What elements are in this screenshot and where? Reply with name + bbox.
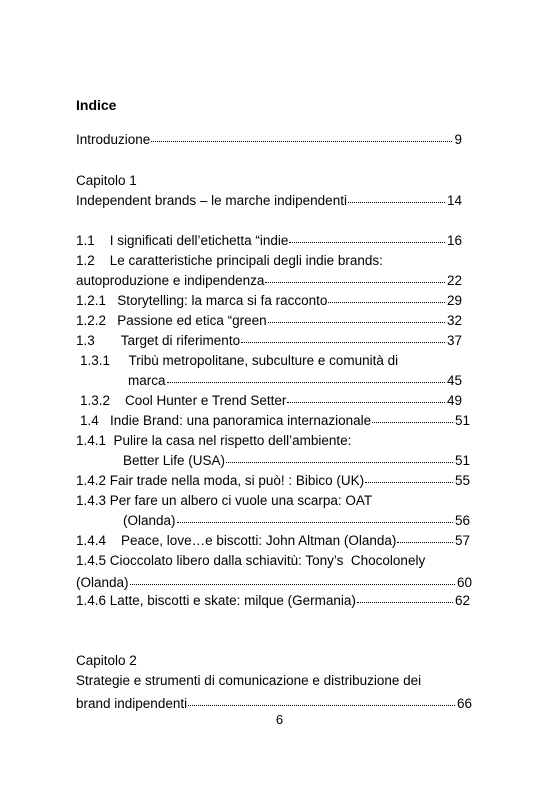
toc-entry-title: (Olanda) (123, 513, 176, 528)
toc-entry-page: 9 (454, 132, 462, 147)
toc-entry (76, 531, 470, 551)
toc-leader-dots (372, 422, 453, 423)
toc-leader-dots (268, 322, 445, 323)
toc-entry (80, 411, 470, 431)
toc-entry-title: 1.4.3 Per fare un albero ci vuole una scarpa: OAT (76, 493, 373, 508)
toc-entry-title: 1.4.2 Fair trade nella moda, si può! : Bibico (UK) (76, 473, 365, 488)
toc-leader-dots (348, 202, 445, 203)
toc-entry-title: Strategie e strumenti di comunicazione e distribuzione dei (76, 673, 422, 688)
toc-leader-dots (289, 242, 445, 243)
toc-entry-title: Introduzione (76, 132, 151, 147)
toc-entry-page: 62 (454, 593, 470, 608)
toc-entry (76, 271, 462, 291)
chapter-label: Capitolo 1 (76, 173, 137, 188)
toc-heading: Indice (76, 97, 117, 113)
toc-leader-dots (357, 602, 453, 603)
toc-entry-page: 66 (456, 696, 472, 711)
toc-entry-title: Better Life (USA) (123, 453, 226, 468)
toc-entry-page: 16 (446, 233, 462, 248)
toc-entry-page: 32 (446, 313, 462, 328)
toc-entry (123, 451, 470, 471)
toc-entry-page: 60 (456, 575, 472, 590)
toc-entry-title: autoproduzione e indipendenza (76, 273, 265, 288)
toc-entry-title: 1.2.2 Passione ed etica “green (76, 313, 267, 328)
toc-entry (76, 591, 470, 611)
toc-entry (76, 573, 472, 593)
toc-entry-title: 1.4.1 Pulire la casa nel rispetto dell’ambiente: (76, 433, 352, 448)
toc-entry-page: 57 (454, 533, 470, 548)
toc-leader-dots (397, 542, 453, 543)
toc-leader-dots (167, 382, 445, 383)
toc-entry-title: 1.3.2 Cool Hunter e Trend Setter (80, 393, 287, 408)
toc-entry-title: 1.4.6 Latte, biscotti e skate: milque (Germania) (76, 593, 356, 608)
toc-entry-title: Independent brands – le marche indipendenti (76, 193, 347, 208)
toc-entry-page: 29 (446, 293, 462, 308)
toc-entry-title: (Olanda) (76, 575, 129, 590)
chapter-label: Capitolo 2 (76, 653, 137, 668)
toc-entry (76, 311, 462, 331)
toc-entry-page: 37 (446, 333, 462, 348)
toc-entry-page: 45 (446, 373, 462, 388)
toc-entry-title: 1.1 I significati dell’etichetta “indie (76, 233, 289, 248)
toc-leader-dots (151, 141, 452, 142)
toc-entry (80, 391, 462, 411)
toc-entry (76, 191, 462, 211)
toc-entry-page: 49 (446, 393, 462, 408)
toc-entry (123, 511, 470, 531)
toc-entry (76, 291, 462, 311)
toc-entry-page: 55 (454, 473, 470, 488)
toc-leader-dots (328, 302, 445, 303)
toc-entry-page: 51 (454, 453, 470, 468)
toc-entry-title: 1.3 Target di riferimento (76, 333, 241, 348)
toc-leader-dots (265, 282, 445, 283)
toc-entry-title: 1.2 Le caratteristiche principali degli indie brands: (76, 253, 383, 268)
toc-leader-dots (241, 342, 445, 343)
toc-entry (76, 694, 472, 714)
toc-entry-page: 22 (446, 273, 462, 288)
toc-leader-dots (130, 584, 455, 585)
toc-entry-page: 51 (454, 413, 470, 428)
toc-entry (76, 471, 470, 491)
toc-leader-dots (287, 402, 445, 403)
toc-entry-title: marca (128, 373, 166, 388)
toc-leader-dots (226, 462, 453, 463)
toc-entry-title: 1.4.5 Cioccolato libero dalla schiavitù: Tony’s Chocolonely (76, 553, 426, 568)
toc-entry-page: 56 (454, 513, 470, 528)
toc-leader-dots (188, 705, 455, 706)
toc-entry-page: 14 (446, 193, 462, 208)
toc-entry (76, 331, 462, 351)
toc-entry-title: brand indipendenti (76, 696, 188, 711)
toc-entry (76, 231, 462, 251)
toc-entry-title: 1.3.1 Tribù metropolitane, subculture e comunità di (80, 353, 399, 368)
toc-entry (76, 130, 462, 150)
page-number: 6 (275, 712, 284, 727)
toc-leader-dots (365, 482, 453, 483)
toc-entry-title: 1.4.4 Peace, love…e biscotti: John Altman (Olanda) (76, 533, 397, 548)
toc-entry-title: 1.2.1 Storytelling: la marca si fa racconto (76, 293, 328, 308)
toc-leader-dots (177, 522, 453, 523)
toc-entry-title: 1.4 Indie Brand: una panoramica internazionale (80, 413, 372, 428)
toc-entry (128, 371, 462, 391)
